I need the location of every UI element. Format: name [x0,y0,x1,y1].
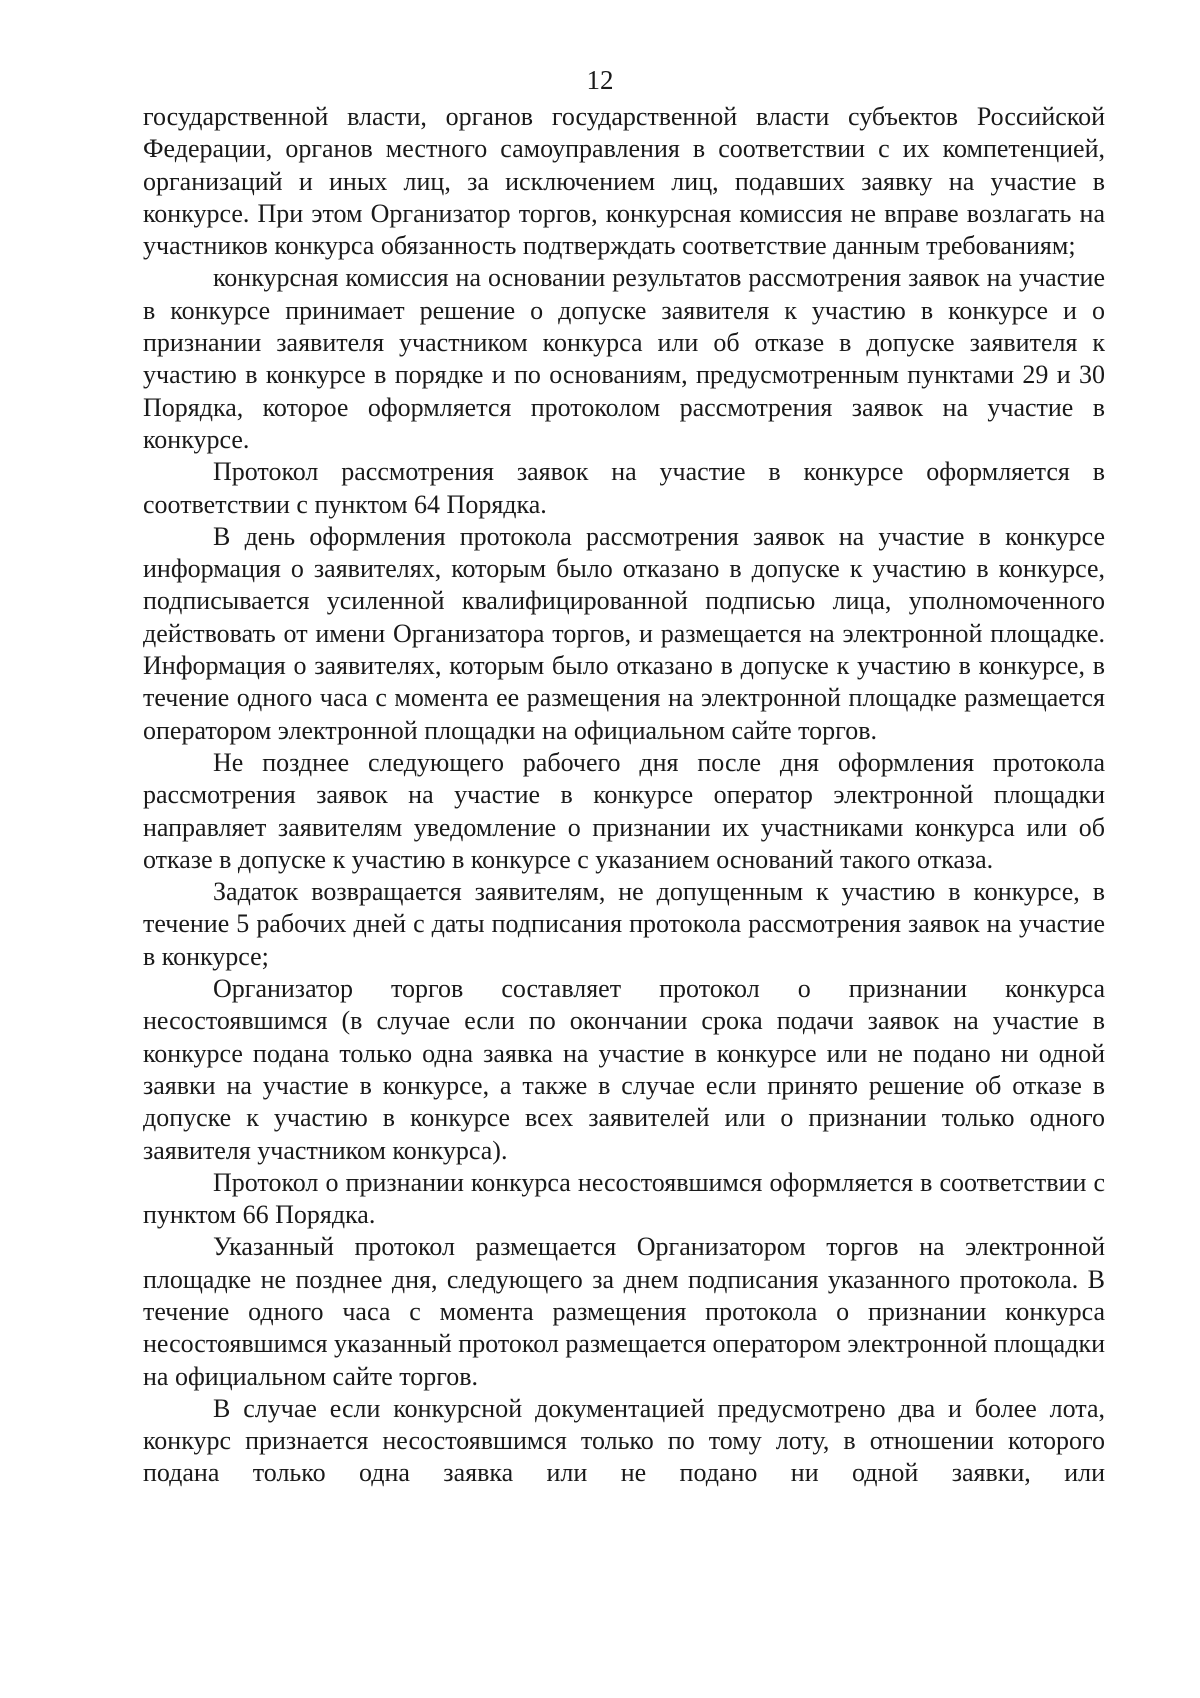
paragraph-protocol-review: Протокол рассмотрения заявок на участие в конкурсе оформляется в соответствии с пунктом 64 Порядка. [143,457,1105,519]
paragraph-commission-decision: конкурсная комиссия на основании результатов рассмотрения заявок на участие в конкурсе принимает решение о допуске заявителя к участию в конкурсе и о признании заявителя участником конкурса или об отказе в допуске заявителя к участию в конкурсе в порядке и по основаниям, предусмотренным пунктами 29 и 30 Порядка, которое оформляется протоколом рассмотрения заявок на участие в конкурсе. [143,263,1105,454]
paragraph-multiple-lots: В случае если конкурсной документацией предусмотрено два и более лота, конкурс признается несостоявшимся только по тому лоту, в отношении которого подана только одна заявка или не подано ни одной заявки, или [143,1393,1105,1488]
paragraph-deposit-return: Задаток возвращается заявителям, не допущенным к участию в конкурсе, в течение 5 рабочих дней с даты подписания протокола рассмотрения заявок на участие в конкурсе; [143,877,1105,971]
document-body [143,101,1105,1490]
paragraph-rejection-info: В день оформления протокола рассмотрения заявок на участие в конкурсе информация о заявителях, которым было отказано в допуске к участию в конкурсе, подписывается усиленной квалифицированной подписью лица, уполномоченного действовать от имени Организатора торгов, и размещается на электронной площадке. Информация о заявителях, которым было отказано в допуске к участию в конкурсе, в течение одного часа с момента ее размещения на электронной площадке размещается оператором электронной площадки на официальном сайте торгов. [143,521,1105,745]
paragraph-protocol-publication: Указанный протокол размещается Организатором торгов на электронной площадке не позднее дня, следующего за днем подписания указанного протокола. В течение одного часа с момента размещения протокола о признании конкурса несостоявшимся указанный протокол размещается оператором электронной площадки на официальном сайте торгов. [143,1232,1105,1391]
paragraph-notification: Не позднее следующего рабочего дня после дня оформления протокола рассмотрения заявок на участие в конкурсе оператор электронной площадки направляет заявителям уведомление о признании их участниками конкурса или об отказе в допуске к участию в конкурсе с указанием оснований такого отказа. [143,747,1105,874]
page-number: 12 [586,65,614,95]
paragraph-continuation: государственной власти, органов государственной власти субъектов Российской Федерации, органов местного самоуправления в соответствии с их компетенцией, организаций и иных лиц, за исключением лиц, подавших заявку на участие в конкурсе. При этом Организатор торгов, конкурсная комиссия не вправе возлагать на участников конкурса обязанность подтверждать соответствие данным требованиям; [143,102,1105,261]
paragraph-failed-contest-protocol: Организатор торгов составляет протокол о признании конкурса несостоявшимся (в случае если по окончании срока подачи заявок на участие в конкурсе подана только одна заявка на участие в конкурсе или не подано ни одной заявки на участие в конкурсе, а также в случае если принято решение об отказе в допуске к участию в конкурсе всех заявителей или о признании только одного заявителя участником конкурса). [143,974,1105,1165]
paragraph-protocol-formalization: Протокол о признании конкурса несостоявшимся оформляется в соответствии с пунктом 66 Порядка. [143,1167,1105,1230]
